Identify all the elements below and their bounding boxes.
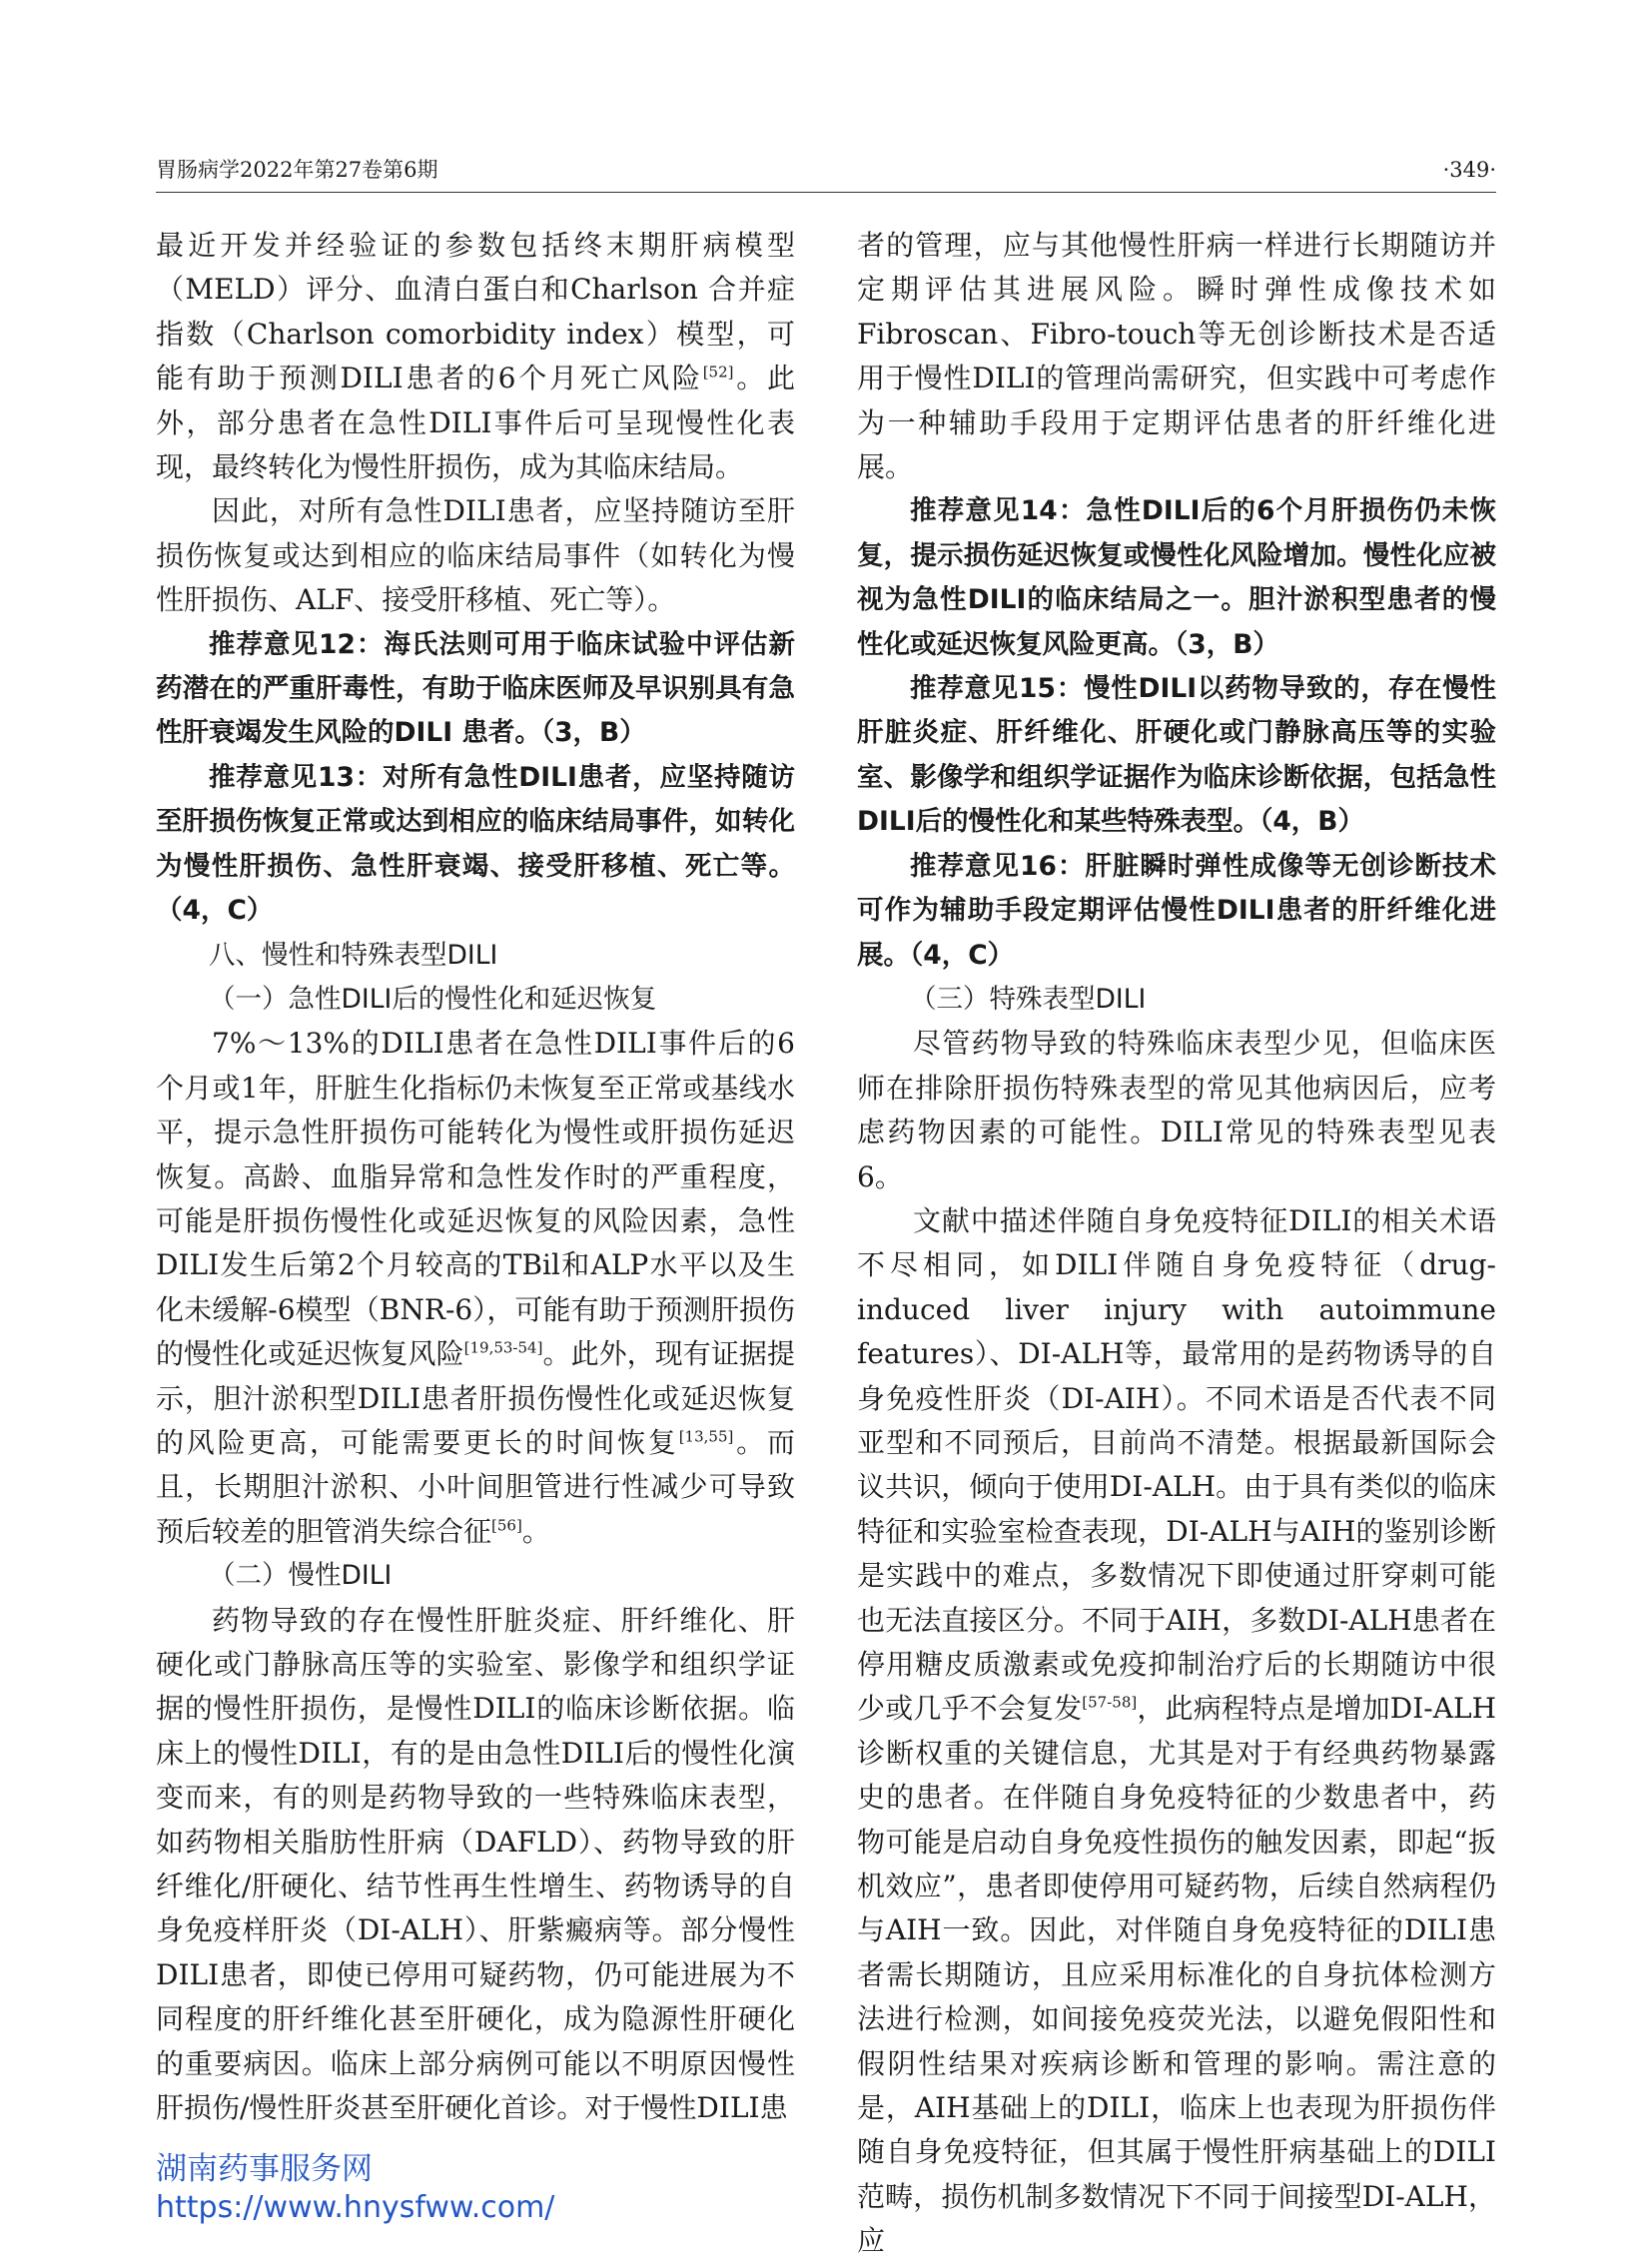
site-name: 湖南药事服务网 xyxy=(156,2151,373,2187)
watermark-footer xyxy=(156,2149,554,2227)
citation: [52] xyxy=(702,363,734,381)
paragraph: 者的管理，应与其他慢性肝病一样进行长期随访并定期评估其进展风险。瞬时弹性成像技术如Fibroscan、Fibro-touch等无创诊断技术是否适用于慢性DILI的管理尚需研究，但实践中可考虑作为一种辅助手段用于定期评估患者的肝纤维化进展。 xyxy=(857,229,1496,484)
subsection-heading: （三）特殊表型DILI xyxy=(910,983,1147,1015)
subsection-heading: （一）急性DILI后的慢性化和延迟恢复 xyxy=(209,983,657,1015)
citation: [13,55] xyxy=(678,1427,734,1446)
paragraph: 最近开发并经验证的参数包括终末期肝病模型（MELD）评分、血清白蛋白和Charlson 合并症指数（Charlson comorbidity index）模型，可能有助于预测DILI患者的6个月死亡风险[52]。此外，部分患者在急性DILI事件后可呈现慢性化表现，最终转化为慢性肝损伤，成为其临床结局。 xyxy=(156,229,795,484)
paragraph: 7%～13%的DILI患者在急性DILI事件后的6个月或1年，肝脏生化指标仍未恢复至正常或基线水平，提示急性肝损伤可能转化为慢性或肝损伤延迟恢复。高龄、血脂异常和急性发作时的严重程度，可能是肝损伤慢性化或延迟恢复的风险因素，急性DILI发生后第2个月较高的TBil和ALP水平以及生化未缓解-6模型（BNR-6），可能有助于预测肝损伤的慢性化或延迟恢复风险[19,53-54]。此外，现有证据提示，胆汁淤积型DILI患者肝损伤慢性化或延迟恢复的风险更高，可能需要更长的时间恢复[13,55]。而且，长期胆汁淤积、小叶间胆管进行性减少可导致预后较差的胆管消失综合征[56]。 xyxy=(156,1027,795,1548)
paragraph: 文献中描述伴随自身免疫特征DILI的相关术语不尽相同，如DILI伴随自身免疫特征（drug-induced liver injury with autoimmune features）、DI-ALH等，最常用的是药物诱导的自身免疫性肝炎（DI-AIH）。不同术语是否代表不同亚型和不同预后，目前尚不清楚。根据最新国际会议共识，倾向于使用DI-ALH。由于具有类似的临床特征和实验室检查表现，DI-ALH与AIH的鉴别诊断是实践中的难点，多数情况下即使通过肝穿刺可能也无法直接区分。不同于AIH，多数DI-ALH患者在停用糖皮质激素或免疫抑制治疗后的长期随访中很少或几乎不会复发[57-58]，此病程特点是增加DI-ALH诊断权重的关键信息，尤其是对于有经典药物暴露史的患者。在伴随自身免疫特征的少数患者中，药物可能是启动自身免疫性损伤的触发因素，即起“扳机效应”，患者即使停用可疑药物，后续自然病程仍与AIH一致。因此，对伴随自身免疫特征的DILI患者需长期随访，且应采用标准化的自身抗体检测方法进行检测，如间接免疫荧光法，以避免假阳性和假阴性结果对疾病诊断和管理的影响。需注意的是，AIH基础上的DILI，临床上也表现为肝损伤伴随自身免疫特征，但其属于慢性肝病基础上的DILI范畴，损伤机制多数情况下不同于间接型DI-ALH，应 xyxy=(857,1203,1496,2258)
journal-citation: 胃肠病学2022年第27卷第6期 xyxy=(156,158,438,182)
citation: [19,53-54] xyxy=(463,1338,543,1357)
recommendation-13: 推荐意见13：对所有急性DILI患者，应坚持随访至肝损伤恢复正常或达到相应的临床结局事件，如转化为慢性肝损伤、急性肝衰竭、接受肝移植、死亡等。（4，C） xyxy=(156,761,795,927)
recommendation-14: 推荐意见14：急性DILI后的6个月肝损伤仍未恢复，提示损伤延迟恢复或慢性化风险增加。慢性化应被视为急性DILI的临床结局之一。胆汁淤积型患者的慢性化或延迟恢复风险更高。（3，B） xyxy=(857,495,1496,660)
paragraph: 尽管药物导致的特殊临床表型少见，但临床医师在排除肝损伤特殊表型的常见其他病因后，应考虑药物因素的可能性。DILI常见的特殊表型见表6。 xyxy=(857,1027,1496,1193)
section-heading: 八、慢性和特殊表型DILI xyxy=(209,939,498,971)
recommendation-12: 推荐意见12：海氏法则可用于临床试验中评估新药潜在的严重肝毒性，有助于临床医师及早识别具有急性肝衰竭发生风险的DILI 患者。（3，B） xyxy=(156,628,795,749)
recommendation-15: 推荐意见15：慢性DILI以药物导致的，存在慢性肝脏炎症、肝纤维化、肝硬化或门静脉高压等的实验室、影像学和组织学证据作为临床诊断依据，包括急性DILI后的慢性化和某些特殊表型。（4，B） xyxy=(857,673,1496,838)
citation: [56] xyxy=(491,1516,522,1535)
recommendation-16: 推荐意见16：肝脏瞬时弹性成像等无创诊断技术可作为辅助手段定期评估慢性DILI患者的肝纤维化进展。（4，C） xyxy=(857,850,1496,971)
page-number: ·349· xyxy=(1442,158,1496,182)
running-header xyxy=(156,152,1496,193)
paragraph: 药物导致的存在慢性肝脏炎症、肝纤维化、肝硬化或门静脉高压等的实验室、影像学和组织学证据的慢性肝损伤，是慢性DILI的临床诊断依据。临床上的慢性DILI，有的是由急性DILI后的慢性化演变而来，有的则是药物导致的一些特殊临床表型，如药物相关脂肪性肝病（DAFLD）、药物导致的肝纤维化/肝硬化、结节性再生性增生、药物诱导的自身免疫样肝炎（DI-ALH）、肝紫癜病等。部分慢性DILI患者，即使已停用可疑药物，仍可能进展为不同程度的肝纤维化甚至肝硬化，成为隐源性肝硬化的重要病因。临床上部分病例可能以不明原因慢性肝损伤/慢性肝炎甚至肝硬化首诊。对于慢性DILI患 xyxy=(156,1603,795,2125)
paragraph: 因此，对所有急性DILI患者，应坚持随访至肝损伤恢复或达到相应的临床结局事件（如转化为慢性肝损伤、ALF、接受肝移植、死亡等）。 xyxy=(156,494,795,617)
subsection-heading: （二）慢性DILI xyxy=(209,1560,393,1592)
left-column xyxy=(156,224,795,2130)
site-url-link[interactable]: https://www.hnysfww.com/ xyxy=(156,2190,555,2225)
right-column xyxy=(857,224,1496,2264)
citation: [57-58] xyxy=(1082,1694,1138,1713)
